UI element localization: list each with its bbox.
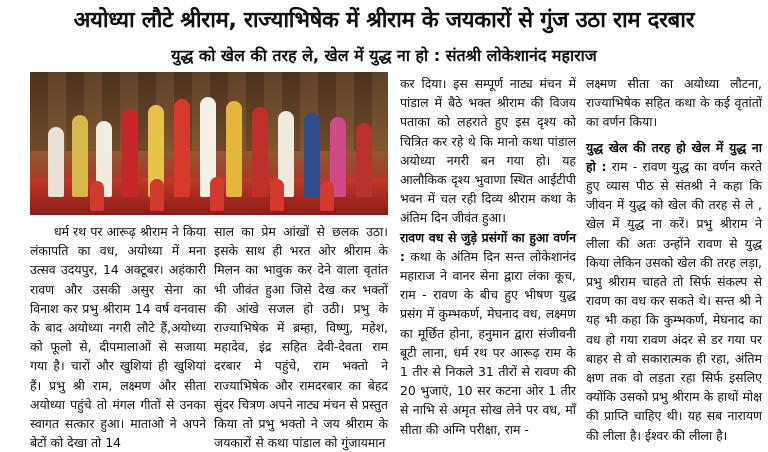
subheading-yuddh-khel: युद्ध खेल की तरह हो खेल में युद्ध ना हो : (586, 139, 762, 174)
headline: अयोध्या लौटे श्रीराम, राज्याभिषेक में श्रीराम के जयकारों से गुंज उठा राम दरबार (73, 8, 695, 33)
column-2-text: साल का प्रेम आंखों से छलक उठा। इसके साथ ही भरत ओर श्रीराम के मिलन का भावुक कर देने वाला वृतांत भी जीवंत हुआ जिसे देख कर भक्तों की आंखे सजल हो उठी। प्रभु के राज्याभिषेक में ब्रम्हा, विष्णु, महेश, महादेव, इंद्र सहित देवी-देवता राम दरबार मे पहुंचे, राम भक्तो ने राज्याभिषेक और रामदरबार का बेहद सुंदर चित्रण अपने नाट्य मंचन से प्रस्तुत किया तो प्रभु भक्तो ने जय श्रीराम के जयकारों से कथा पांडाल को गुंजायमान (214, 224, 388, 451)
subheading-ravan-vadh: रावण वध से जुड़े प्रसंगों का हुआ वर्णन : (400, 229, 576, 264)
article-column-4 (586, 74, 762, 445)
column-1-text: धर्म रथ पर आरूढ़ श्रीराम ने किया लंकापति का वध, अयोध्या में मना उत्सव उदयपुर, 14 अक्टूबर। अहंकारी रावण और उसकी असुर सेना का विनाश कर प्रभु श्रीराम 14 वर्ष वनवास के बाद अयोध्या नगरी लौटे हैं,अयोध्या को फूलो से, दीपमालाओं से सजाया गया है। चारों और खुशियां ही खुशियां हैं। प्रभु श्री राम, लक्ष्मण और सीता अयोध्या पहुंचे तो मंगल गीतों से उनका स्वागत सत्कार हुआ। माताओ ने अपने बेटों को देखा तो 14 (30, 224, 206, 451)
article-column-3 (400, 74, 576, 439)
article-column-2 (214, 222, 388, 452)
subheadline: युद्ध को खेल की तरह ले, खेल में युद्ध ना हो : संतश्री लोकेशानंद महाराज (171, 46, 597, 65)
news-photo (30, 72, 388, 215)
column-4-paragraph-2: राम - रावण युद्ध का वर्णन करते हुए व्यास पीठ से संतश्री ने कहा कि जीवन में युद्ध को खेल की तरह से ले , खेल में युद्ध ना करें। प्रभु श्रीराम ने लीला की अतः उन्होंने रावण से युद्ध किया लेकिन उसको खेल की तरह लड़ा, प्रभु श्रीराम चाहते तो सिर्फ संकल्प से रावण का वध कर सकते थे। सन्त श्री ने यह भी कहा कि कुम्भकर्ण, मेघनाद का वध हो गया रावण अंदर से डर गया पर बाहर से वो सकारात्मक ही रहा, अंतिम क्षण तक वो लड़ता रहा सिर्फ इसलिए क्योंकि उसको प्रभु श्रीराम के हाथों मोक्ष की प्राप्ति चाहिए थी। यह सब नारायण की लीला है। ईश्वर की लीला है। (586, 158, 762, 443)
column-3-paragraph-1: कर दिया। इस सम्पूर्ण नाट्य मंचन में पांडाल में बैठे भक्त श्रीराम की विजय पताका को लहराते हुए इस दृश्य को चित्रित कर रहे थे कि मानो कथा पांडाल अयोध्या नगरी बन गया हो। यह आलौकिक दृश्य भुवाणा स्थित आईटीपी भवन में चल रही दिव्य श्रीराम कथा के अंतिम दिन जीवंत हुआ। (400, 76, 576, 226)
column-3-paragraph-2: कथा के अंतिम दिन सन्त लोकेशानंद महाराज ने वानर सेना द्वारा लंका कूच, राम - रावण के बीच हुए भीषण युद्ध प्रसंग में कुम्भकर्ण, मेघनाद वध, लक्ष्मण का मूर्छित होना, हनुमान द्वारा संजीवनी बूटी लाना, धर्म रथ पर आरूढ़ राम के 1 तीर से निकले 31 तीरों से रावण की 20 भुजाएं, 10 सर कटना ओर 1 तीर से नाभि से अमृत सोख लेने पर वध, माँ सीता की अग्नि परीक्षा, राम - (400, 248, 576, 437)
article-column-1 (30, 222, 206, 452)
column-4-paragraph-1: लक्ष्मण सीता का अयोध्या लौटना, राज्याभिषेक सहित कथा के कई वृतांतों का वर्णन किया। (586, 76, 762, 130)
